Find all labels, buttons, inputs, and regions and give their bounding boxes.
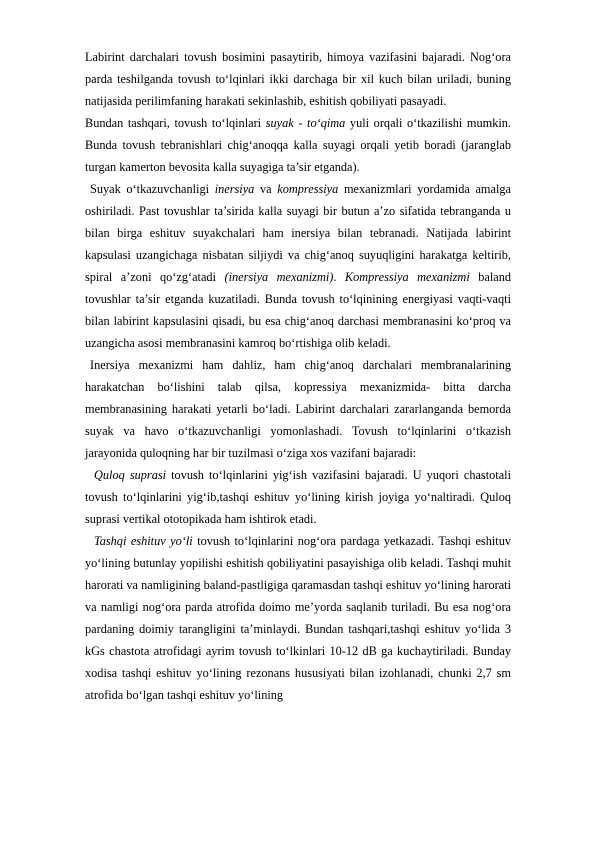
italic-term: Kompressiya mexanizmi [344, 270, 470, 284]
text-segment: tovush to‘lqinlarini nog‘ora pardaga yetkazadi. Tashqi eshituv yo‘lining butunlay yopilishi eshitish qobiliyatini pasayishiga olib keladi. Tashqi muhit harorati va namligining baland-pastligiga qaramasdan tashqi eshituv yo‘lining harorati va namligi nog‘ora parda atrofida doimo me’yorda saqlanib turiladi. Bu esa nog‘ora pardaning doimiy tarangligini ta’minlaydi. Bundan tashqari,tashqi eshituv yo‘lida 3 kGs chastota atrofidagi ayrim tovush to‘lkinlari 10-12 dB ga kuchaytiriladi. Bunday xodisa tashqi eshituv yo‘lining rezonans hususiyati bilan izohlanadi, chunki 2,7 sm atrofida bo‘lgan tashqi eshituv yo‘lining [85, 534, 511, 702]
text-segment: Inersiya mexanizmi ham dahliz, ham chig‘anoq darchalari membranalarining harakatchan bo‘lishini talab qilsa, kopressiya mexanizmida- bitta darcha membranasining harakati yetarli bo‘ladi. Labirint darchalari zararlanganda bemorda suyak va havo o‘tkazuvchanligi yomonlashadi. Tovush to‘lqinlarini o‘tkazish jarayonida quloqning har bir tuzilmasi o‘ziga xos vazifani bajaradi: [85, 358, 511, 460]
paragraph-inersiya-mexanizmi [85, 354, 511, 464]
paragraph-suyak-toqima [85, 112, 511, 178]
paragraph-quloq-suprasi [85, 464, 511, 530]
text-segment: tovush to‘lqinlarini yig‘ish vazifasini bajaradi. U yuqori chastotali tovush to‘lqinlarini yig‘ib,tashqi eshituv yo‘lining kirish joyiga yo‘naltiradi. Quloq suprasi vertikal ototopikada ham ishtirok etadi. [85, 468, 511, 526]
text-segment: . [333, 270, 345, 284]
italic-term: inersiya [214, 182, 255, 196]
paragraph-suyak-otkazuvchanligi [85, 178, 511, 354]
paragraph-labirint-darchalari [85, 46, 511, 112]
italic-term: Tashqi eshituv yo‘li [94, 534, 193, 548]
text-segment: Suyak o‘tkazuvchanligi [90, 182, 215, 196]
paragraph-tashqi-eshituv-yoli [85, 530, 511, 706]
text-segment: baland tovushlar ta’sir etganda kuzatiladi. Bunda tovush to‘lqinining energiyasi vaqti-vaqti bilan labirint kapsulasini qisadi, bu esa chig‘anoq darchasi membranasini ko‘proq va uzangicha asosi membranasini kamroq bo‘rtishiga olib keladi. [85, 270, 511, 350]
italic-term: Quloq suprasi [94, 468, 167, 482]
italic-term: suyak - to‘qima [265, 116, 346, 130]
text-segment: yuli orqali o‘tkazilishi mumkin. Bunda tovush tebranishlari chig‘anoqqa kalla suyagi orqali yetib boradi (jaranglab turgan kamerton bevosita kalla suyagiga ta’sir etganda). [85, 116, 511, 174]
text-segment: Bundan tashqari, tovush to‘lqinlari [85, 116, 266, 130]
italic-term: kompressiya [277, 182, 339, 196]
document-body [85, 46, 511, 706]
italic-term: (inersiya mexanizmi) [224, 270, 334, 284]
text-segment: va [254, 182, 278, 196]
text-segment: Labirint darchalari tovush bosimini pasaytirib, himoya vazifasini bajaradi. Nog‘ora parda teshilganda tovush to‘lqinlari ikki darchaga bir xil kuch bilan uriladi, buning natijasida perilimfaning harakati sekinlashib, eshitish qobiliyati pasayadi. [85, 50, 511, 108]
text-segment: mexanizmlari yordamida amalga oshiriladi. Past tovushlar ta’sirida kalla suyagi bir butun a’zo sifatida tebranganda u bilan birga eshituv suyakchalari ham inersiya bilan tebranadi. Natijada labirint kapsulasi uzangichaga nisbatan siljiydi va chig‘anoq suyuqligini harakatga keltirib, spiral a’zoni qo‘zg‘atadi [85, 182, 511, 284]
